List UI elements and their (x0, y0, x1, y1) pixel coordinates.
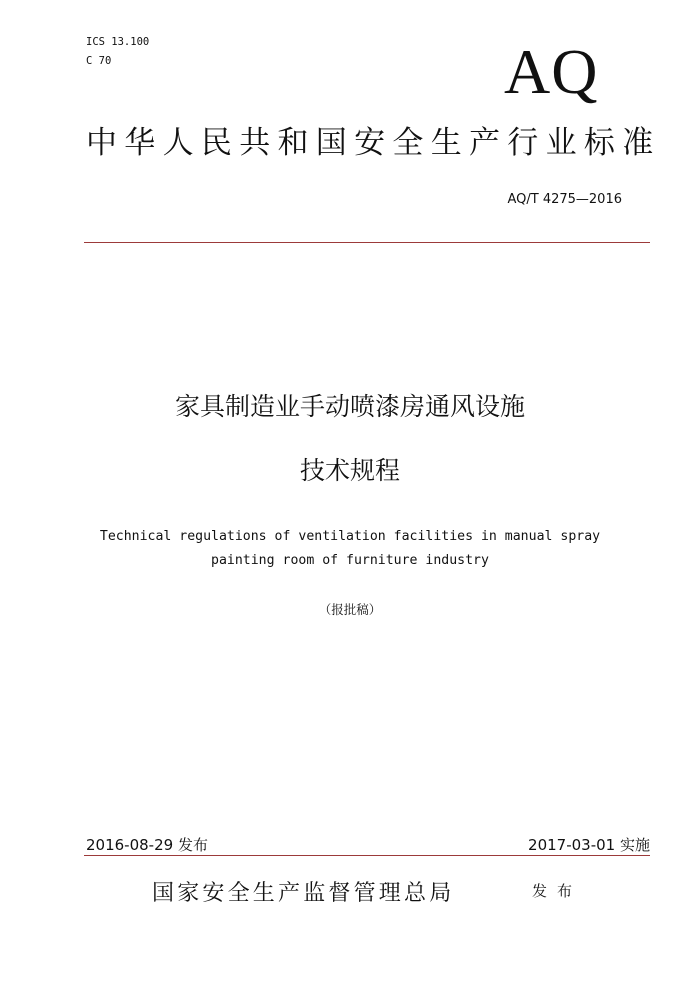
ics-code: ICS 13.100 (86, 36, 150, 48)
top-divider (84, 242, 650, 243)
issuer-action: 发布 (532, 882, 583, 900)
aq-logo: AQ (504, 36, 599, 107)
classification-code: C 70 (86, 55, 112, 67)
release-date: 2016-08-29 发布 (86, 836, 208, 854)
title-cn-line1: 家具制造业手动喷漆房通风设施 (174, 392, 525, 421)
title-en-line1: Technical regulations of ventilation facilities in manual spray (99, 529, 601, 544)
draft-status: （报批稿） (318, 602, 382, 617)
implementation-date: 2017-03-01 实施 (528, 836, 650, 854)
industry-standard-title: 中华人民共和国安全生产行业标准 (86, 125, 661, 161)
standard-number: AQ/T 4275—2016 (507, 192, 622, 207)
issuing-authority: 国家安全生产监督管理总局 (152, 881, 455, 906)
bottom-divider (84, 855, 650, 856)
title-cn-line2: 技术规程 (299, 456, 400, 485)
title-en-line2: painting room of furniture industry (211, 553, 489, 568)
